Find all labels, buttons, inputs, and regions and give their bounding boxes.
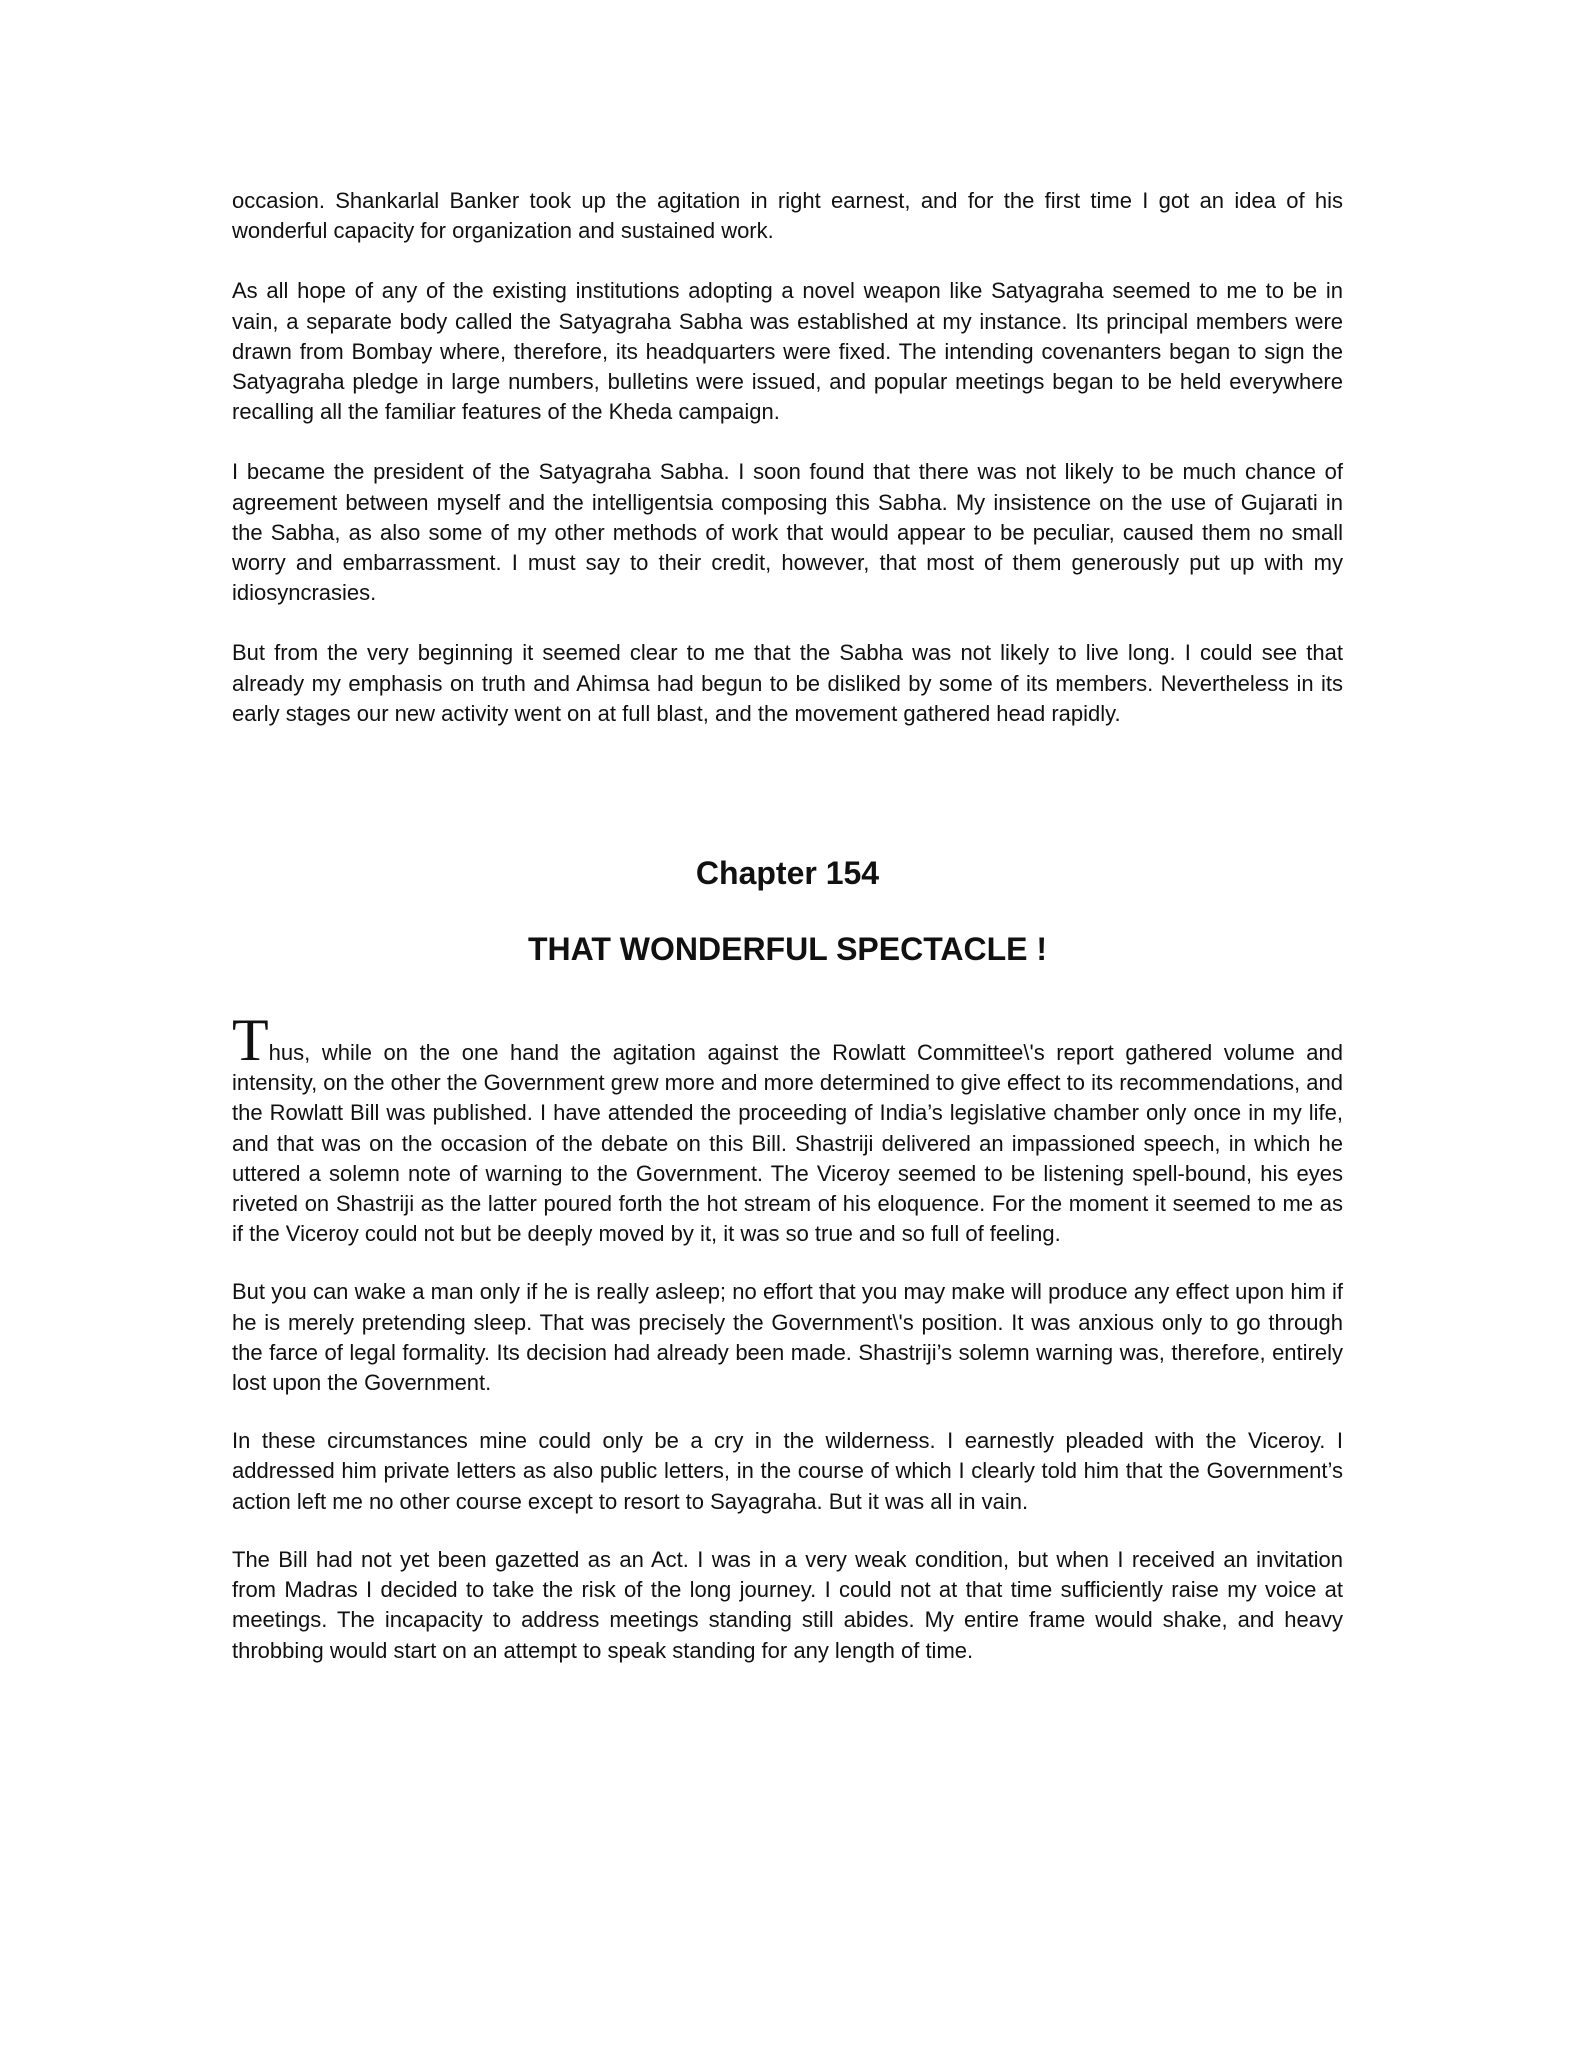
paragraph-rowlatt-bill-text: hus, while on the one hand the agitation against the Rowlatt Committee\'s report gathered volume and intensity, on the other the Government grew more and more determined to give effect to its recommendations, and the Rowlatt Bill was published. I have attended the proceeding of India’s legislative chamber only once in my life, and that was on the occasion of the debate on this Bill. Shastriji delivered an impassioned speech, in which he uttered a solemn note of warning to the Government. The Viceroy seemed to be listening spell-bound, his eyes riveted on Shastriji as the latter poured forth the hot stream of his eloquence. For the moment it seemed to me as if the Viceroy could not but be deeply moved by it, it was so true and so full of feeling. [232, 1040, 1343, 1247]
paragraph-sabha-not-likely-to-live-long: But from the very beginning it seemed clear to me that the Sabha was not likely to live long. I could see that already my emphasis on truth and Ahimsa had begun to be disliked by some of its members. Nevertheless in its early stages our new activity went on at full blast, and the movement gathered head rapidly. [232, 640, 1343, 726]
paragraph-rowlatt-bill-published [232, 1007, 1343, 1249]
paragraph-shankarlal-banker: occasion. Shankarlal Banker took up the agitation in right earnest, and for the first time I got an idea of his wonderful capacity for organization and sustained work. [232, 188, 1343, 244]
chapter-heading [232, 853, 1343, 969]
paragraph-wake-a-man: But you can wake a man only if he is really asleep; no effort that you may make will produce any effect upon him if he is merely pretending sleep. That was precisely the Government\'s position. It was anxious only to go through the farce of legal formality. Its decision had already been made. Shastriji’s solemn warning was, therefore, entirely lost upon the Government. [232, 1279, 1343, 1396]
paragraph-satyagraha-sabha-established: As all hope of any of the existing institutions adopting a novel weapon like Satyagraha seemed to me to be in vain, a separate body called the Satyagraha Sabha was established at my instance. Its principal members were drawn from Bombay where, therefore, its headquarters were fixed. The intending covenanters began to sign the Satyagraha pledge in large numbers, bulletins were issued, and popular meetings began to be held everywhere recalling all the familiar features of the Kheda campaign. [232, 278, 1343, 425]
chapter-title: THAT WONDERFUL SPECTACLE ! [527, 931, 1048, 968]
chapter-number: Chapter 154 [695, 855, 880, 892]
paragraph-president-of-sabha: I became the president of the Satyagraha Sabha. I soon found that there was not likely to be much chance of agreement between myself and the intelligentsia composing this Sabha. My insistence on the use of Gujarati in the Sabha, as also some of my other methods of work that would appear to be peculiar, caused them no small worry and embarrassment. I must say to their credit, however, that most of them generously put up with my idiosyncrasies. [232, 459, 1343, 606]
paragraph-cry-in-the-wilderness: In these circumstances mine could only be a cry in the wilderness. I earnestly pleaded with the Viceroy. I addressed him private letters as also public letters, in the course of which I clearly told him that the Government’s action left me no other course except to resort to Sayagraha. But it was all in vain. [232, 1428, 1343, 1514]
drop-cap-letter: T [232, 1007, 269, 1074]
paragraph-invitation-from-madras: The Bill had not yet been gazetted as an Act. I was in a very weak condition, but when I received an invitation from Madras I decided to take the risk of the long journey. I could not at that time sufficiently raise my voice at meetings. The incapacity to address meetings standing still abides. My entire frame would shake, and heavy throbbing would start on an attempt to speak standing for any length of time. [232, 1546, 1343, 1663]
document-page [232, 186, 1343, 1666]
